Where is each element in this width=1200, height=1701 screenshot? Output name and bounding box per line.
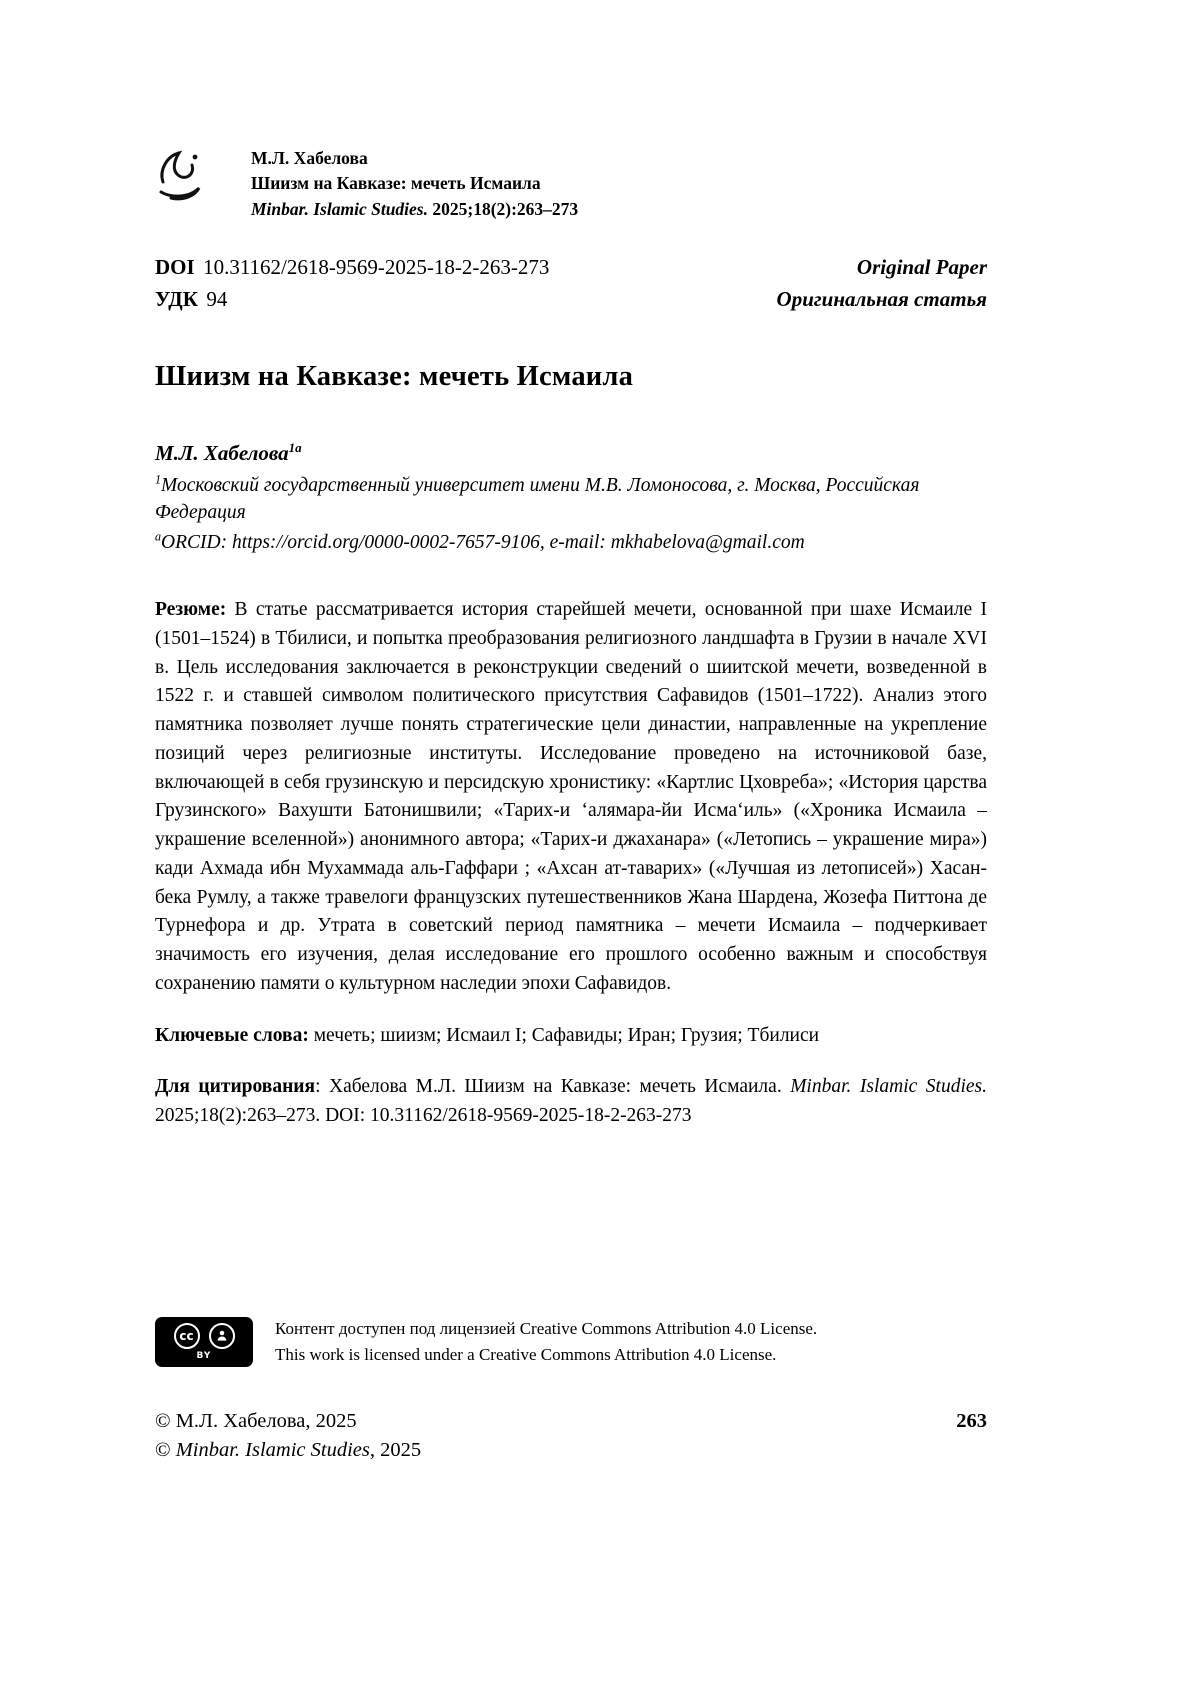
cc-by-label: BY <box>196 1351 212 1362</box>
author-name <box>155 441 987 466</box>
running-head-title: Шиизм на Кавказе: мечеть Исмаила <box>251 173 541 194</box>
udk-label: УДК <box>155 286 198 311</box>
citation-label: Для цитирования <box>155 1076 316 1098</box>
paper-type-ru: Оригинальная статья <box>776 286 987 311</box>
doi-value: 10.31162/2618-9569-2025-18-2-263-273 <box>203 255 550 280</box>
copyright-journal <box>155 1436 421 1466</box>
doi-line <box>155 252 549 284</box>
page-number: 263 <box>956 1409 987 1432</box>
copyright-journal-prefix: © <box>155 1439 176 1462</box>
citation-journal-name: Minbar. Islamic Studies. <box>790 1076 987 1098</box>
running-head-journal-issue: 2025;18(2):263–273 <box>428 198 579 219</box>
running-head-text <box>251 146 578 222</box>
affiliation-text: Московский государственный университет имени М.В. Ломоносова, г. Москва, Российская Федерация <box>155 475 920 524</box>
orcid-marker: a <box>155 529 162 544</box>
page-bottom <box>155 1316 987 1466</box>
running-head-journal <box>251 197 578 222</box>
running-head-journal-name: Minbar. Islamic Studies. <box>251 198 428 219</box>
affiliation <box>155 472 987 527</box>
udk-line <box>155 284 227 316</box>
author-affiliation-marker: 1a <box>288 440 302 456</box>
keywords <box>155 1022 987 1051</box>
license-text-en: This work is licensed under a Creative Commons Attribution 4.0 License. <box>275 1345 777 1365</box>
cc-badge-icons <box>174 1323 235 1349</box>
orcid-text: ORCID: https://orcid.org/0000-0002-7657-9106, e-mail: mkhabelova@gmail.com <box>161 531 805 553</box>
affiliation-marker: 1 <box>155 472 162 487</box>
running-head <box>155 146 987 222</box>
copyright-author: © М.Л. Хабелова, 2025 <box>155 1409 357 1432</box>
author-name-text: М.Л. Хабелова <box>155 441 289 466</box>
article-title: Шиизм на Кавказе: мечеть Исмаила <box>155 361 634 393</box>
doi-label: DOI <box>155 255 195 280</box>
license-block <box>155 1316 987 1369</box>
copyright-block <box>155 1407 421 1466</box>
person-icon <box>209 1323 235 1349</box>
abstract-label: Резюме: <box>155 599 227 621</box>
copyright-journal-suffix: , 2025 <box>369 1439 422 1462</box>
udk-value: 94 <box>206 286 228 311</box>
keywords-label: Ключевые слова: <box>155 1024 309 1046</box>
copyright-journal-name: Minbar. Islamic Studies <box>175 1439 370 1462</box>
journal-logo-icon <box>155 148 205 207</box>
license-text <box>275 1316 817 1369</box>
citation-text-before: : Хабелова М.Л. Шиизм на Кавказе: мечеть Исмаила. <box>315 1076 791 1098</box>
abstract-text: В статье рассматривается история старейшей мечети, основанной при шахе Исмаиле I (1501–1524) в Тбилиси, и попытка преобразования религиозного ландшафта в Грузии в начале XVI в. Цель исследования заключается в реконструкции сведений о шиитской мечети, возведенной в 1522 г. и ставшей символом политического присутствия Сафавидов (1501–1722). Анализ этого памятника позволяет лучше понять стратегические цели династии, направленные на укрепление позиций через религиозные институты. Исследование проведено на источниковой базе, включающей в себя грузинскую и персидскую хронистику: «Картлис Цховреба»; «История царства Грузинского» Вахушти Батонишвили; «Тарих-и ‘алямара-йи Исма‘иль» («Хроника Исмаила – украшение вселенной») анонимного автора; «Тарих-и джаханара» («Летопись – украшение мира») кади Ахмада ибн Мухаммада аль-Гаффари ; «Ахсан ат-таварих» («Лучшая из летописей») Хасан-бека Румлу, а также травелоги французских путешественников Жана Шардена, Жозефа Питтона де Турнефора и др. Утрата в советский период памятника – мечети Исмаила – подчеркивает значимость его изучения, делая исследование его прошлого особенно важным и способствуя сохранению памяти о культурном наследии эпохи Сафавидов. <box>155 599 987 994</box>
license-text-ru: Контент доступен под лицензией Creative Commons Attribution 4.0 License. <box>275 1319 818 1338</box>
page-content <box>155 146 987 1131</box>
orcid-line <box>155 529 987 556</box>
abstract <box>155 596 987 999</box>
page-footer <box>155 1407 987 1466</box>
cc-by-badge <box>155 1317 253 1367</box>
cc-icon: cc <box>174 1323 200 1349</box>
running-head-author: М.Л. Хабелова <box>251 148 368 168</box>
citation <box>155 1073 987 1131</box>
meta-row-udk <box>155 284 987 316</box>
keywords-text: мечеть; шиизм; Исмаил I; Сафавиды; Иран; Грузия; Тбилиси <box>308 1024 820 1046</box>
citation-text-after: 2025;18(2):263–273. DOI: 10.31162/2618-9569-2025-18-2-263-273 <box>155 1105 692 1127</box>
article-meta <box>155 252 987 315</box>
paper-type-en: Original Paper <box>856 255 987 280</box>
meta-row-doi <box>155 252 987 284</box>
